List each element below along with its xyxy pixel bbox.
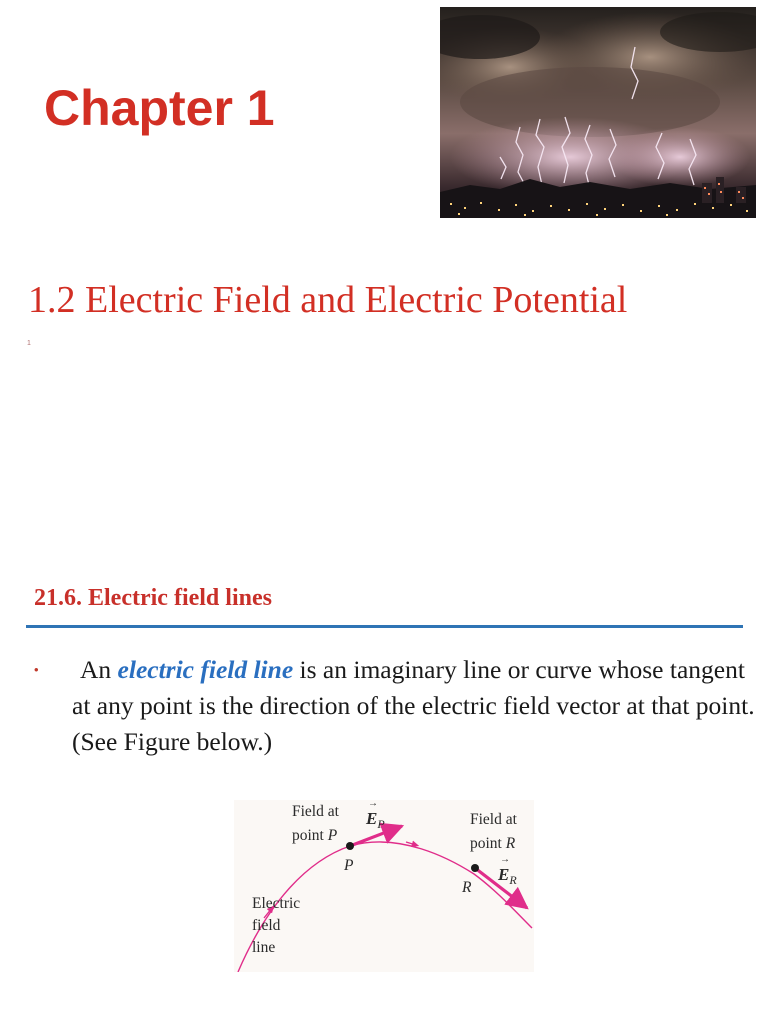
field-line-label-2: field <box>252 917 281 934</box>
field-line-label-1: Electric <box>252 895 301 912</box>
section-title: 1.2 Electric Field and Electric Potential <box>28 279 628 321</box>
section-divider <box>26 625 743 628</box>
key-term: electric field line <box>117 655 294 684</box>
field-at-p-label-line1: Field at <box>292 803 339 820</box>
bullet-icon: • <box>34 662 39 677</box>
slide-number: 1 <box>27 340 31 347</box>
definition-paragraph <box>72 652 762 760</box>
field-at-r-label-line2: point R <box>470 835 516 852</box>
field-line-figure <box>234 800 534 972</box>
lightning-photo <box>440 7 756 218</box>
vector-er-label: $E_R$ <box>498 865 517 887</box>
field-at-p-label-line2: point P <box>292 827 338 844</box>
field-line-label-3: line <box>252 939 276 956</box>
point-r-label: R <box>462 879 472 896</box>
vector-ep-label: $E_P$ <box>366 809 385 831</box>
vector-er-arrow-accent: → <box>500 854 510 865</box>
intro-text: An <box>80 655 112 684</box>
chapter-title: Chapter 1 <box>44 80 275 136</box>
point-p-label: P <box>344 857 354 874</box>
subsection-title: 21.6. Electric field lines <box>34 585 272 611</box>
definition-text: is an imaginary line or curve whose tangent at any point is the direction of the electric field vector at that point. (See Figure below.) <box>72 655 755 756</box>
field-at-r-label-line1: Field at <box>470 811 517 828</box>
point-r-marker <box>471 864 479 872</box>
vector-ep-arrow-accent: → <box>368 800 378 809</box>
point-p-marker <box>346 842 354 850</box>
